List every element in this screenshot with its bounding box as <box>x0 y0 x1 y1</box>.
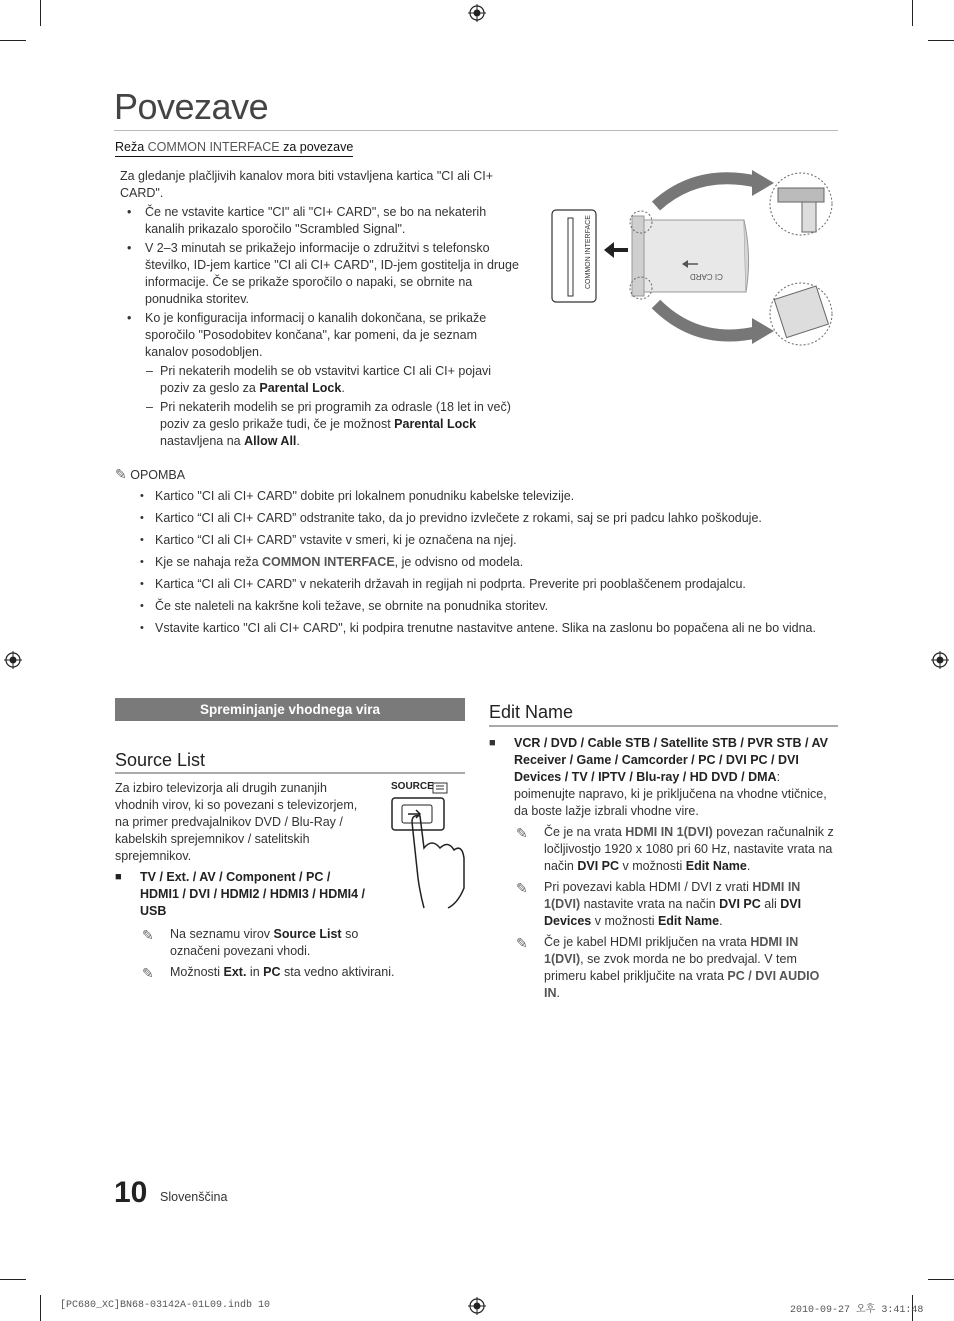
ci-dash-item: – Pri nekaterih modelih se ob vstavitvi kartice CI ali CI+ pojavi poziv za geslo za Parental Lock. <box>120 363 520 397</box>
source-options-list: ■ TV / Ext. / AV / Component / PC / HDMI1 / DVI / HDMI2 / HDMI3 / HDMI4 / USB <box>115 869 370 920</box>
note-item: • Če ste naleteli na kakršne koli težave, se obrnite na ponudnika storitev. <box>115 598 835 615</box>
note-heading: ✎ OPOMBA <box>115 466 186 482</box>
registration-mark-icon <box>4 651 22 669</box>
crop-mark <box>40 1295 41 1321</box>
input-source-bar: Spreminjanje vhodnega vira <box>115 698 465 721</box>
registration-mark-icon <box>468 4 486 22</box>
edit-name-divider <box>489 725 838 727</box>
crop-mark <box>0 1279 26 1280</box>
edit-name-note: ✎ Če je na vrata HDMI IN 1(DVI) povezan računalnik z ločljivostjo 1920 x 1080 pri 60 Hz, nastavite vrata na način DVI PC v možnosti Edit Name. <box>516 825 834 873</box>
pencil-icon: ✎ <box>142 927 154 943</box>
source-list-divider <box>115 772 465 774</box>
edit-name-body <box>489 735 838 1002</box>
source-note: ✎ Možnosti Ext. in PC sta vedno aktivirani. <box>142 965 395 981</box>
source-options <box>115 869 370 920</box>
pencil-icon: ✎ <box>516 825 528 841</box>
ci-bullet: • Če ne vstavite kartice "CI" ali "CI+ CARD", se bo na nekaterih kanalih prikazalo sporočilo "Scrambled Signal". <box>120 204 520 238</box>
edit-name-note: ✎ Pri povezavi kabla HDMI / DVI z vrati HDMI IN 1(DVI) nastavite vrata na način DVI PC ali DVI Devices v možnosti Edit Name. <box>516 880 802 928</box>
crop-mark <box>928 40 954 41</box>
ci-section-heading: Reža COMMON INTERFACE za povezave <box>115 140 353 157</box>
registration-mark-icon <box>931 651 949 669</box>
source-button-label: SOURCE <box>391 781 434 792</box>
edit-name-note: ✎ Če je kabel HDMI priključen na vrata HDMI IN 1(DVI), se zvok morda ne bo predvajal. V tem primeru kabel priključite na vrata PC / DVI AUDIO IN. <box>516 935 820 1000</box>
card-label: CI CARD <box>690 272 723 281</box>
title-divider <box>114 130 838 131</box>
pencil-icon: ✎ <box>142 965 154 981</box>
imprint-date: 2010-09-27 오후 3:41:48 <box>790 1305 924 1316</box>
ci-section-body <box>120 168 520 450</box>
crop-mark <box>912 0 913 26</box>
ci-intro: Za gledanje plačljivih kanalov mora biti vstavljena kartica "CI ali CI+ CARD". <box>120 169 494 200</box>
registration-mark-icon <box>468 1297 486 1315</box>
crop-mark <box>0 40 26 41</box>
note-block <box>115 466 835 642</box>
page-title: Povezave <box>114 86 269 127</box>
crop-mark <box>928 1279 954 1280</box>
slot-label: COMMON INTERFACE <box>585 215 592 289</box>
source-notes <box>140 922 410 981</box>
page-number: 10 <box>114 1176 148 1209</box>
note-item: • Kartica “CI ali CI+ CARD” v nekaterih državah in regijah ni podprta. Preverite pri pooblaščenem prodajalcu. <box>115 576 835 593</box>
source-note: ✎ Na seznamu virov Source List so označeni povezani vhodi. <box>142 927 359 958</box>
note-item: • Kje se nahaja reža COMMON INTERFACE, je odvisno od modela. <box>115 554 835 571</box>
crop-mark <box>40 0 41 26</box>
remote-source-hand-illustration <box>390 778 470 913</box>
ci-bullet: • Ko je konfiguracija informacij o kanalih dokončana, se prikaže sporočilo "Posodobitev končana", kar pomeni, da je seznam kanalov posodobljen. <box>120 310 520 361</box>
ci-dash-item: – Pri nekaterih modelih se pri programih za odrasle (18 let in več) poziv za geslo prikaže tudi, če je možnost Parental Lock nastavljena na Allow All. <box>120 399 520 450</box>
note-item: • Vstavite kartico "CI ali CI+ CARD", ki podpira trenutne nastavitve antene. Slika na zaslonu bo popačena ali ne bo vidna. <box>115 620 835 637</box>
pencil-icon: ✎ <box>516 935 528 951</box>
source-list-heading: Source List <box>115 750 206 770</box>
note-item: • Kartico "CI ali CI+ CARD" dobite pri lokalnem ponudniku kabelske televizije. <box>115 488 835 505</box>
pencil-icon: ✎ <box>115 466 127 482</box>
edit-name-notes <box>489 824 838 1002</box>
ci-bullet: • V 2–3 minutah se prikažejo informacije o združitvi s telefonsko številko, ID-jem kartice "CI ali CI+ CARD", ID-jem gostitelja in druge informacije. Če se prikaže sporočilo o napaki, se obrnite na ponudnika storitev. <box>120 240 520 308</box>
page-language: Slovenščina <box>160 1190 228 1204</box>
source-intro: Za izbiro televizorja ali drugih zunanjih vhodnih virov, ki so povezani s televizorjem, na primer predvajalnikov DVD / Blu-Ray / kabelskih sprejemnikov / satelitskih sprejemnikov. <box>115 781 358 863</box>
edit-name-heading: Edit Name <box>489 702 574 722</box>
edit-name-options: ■ VCR / DVD / Cable STB / Satellite STB / PVR STB / AV Receiver / Game / Camcorder / PC / DVI PC / DVI Devices / TV / IPTV / Blu-ray / HD DVD / DMA: poimenujte napravo, ki je priključena na vhodne vtičnice, da boste lažje izbrali vhodne vire. <box>489 735 838 820</box>
imprint-file: [PC680_XC]BN68-03142A-01L09.indb 10 <box>60 1300 271 1311</box>
note-item: • Kartico “CI ali CI+ CARD” vstavite v smeri, ki je označena na njej. <box>115 532 835 549</box>
pencil-icon: ✎ <box>516 880 528 896</box>
note-item: • Kartico “CI ali CI+ CARD” odstranite tako, da jo previdno izvlečete z rokami, saj se pri padcu lahko poškoduje. <box>115 510 835 527</box>
